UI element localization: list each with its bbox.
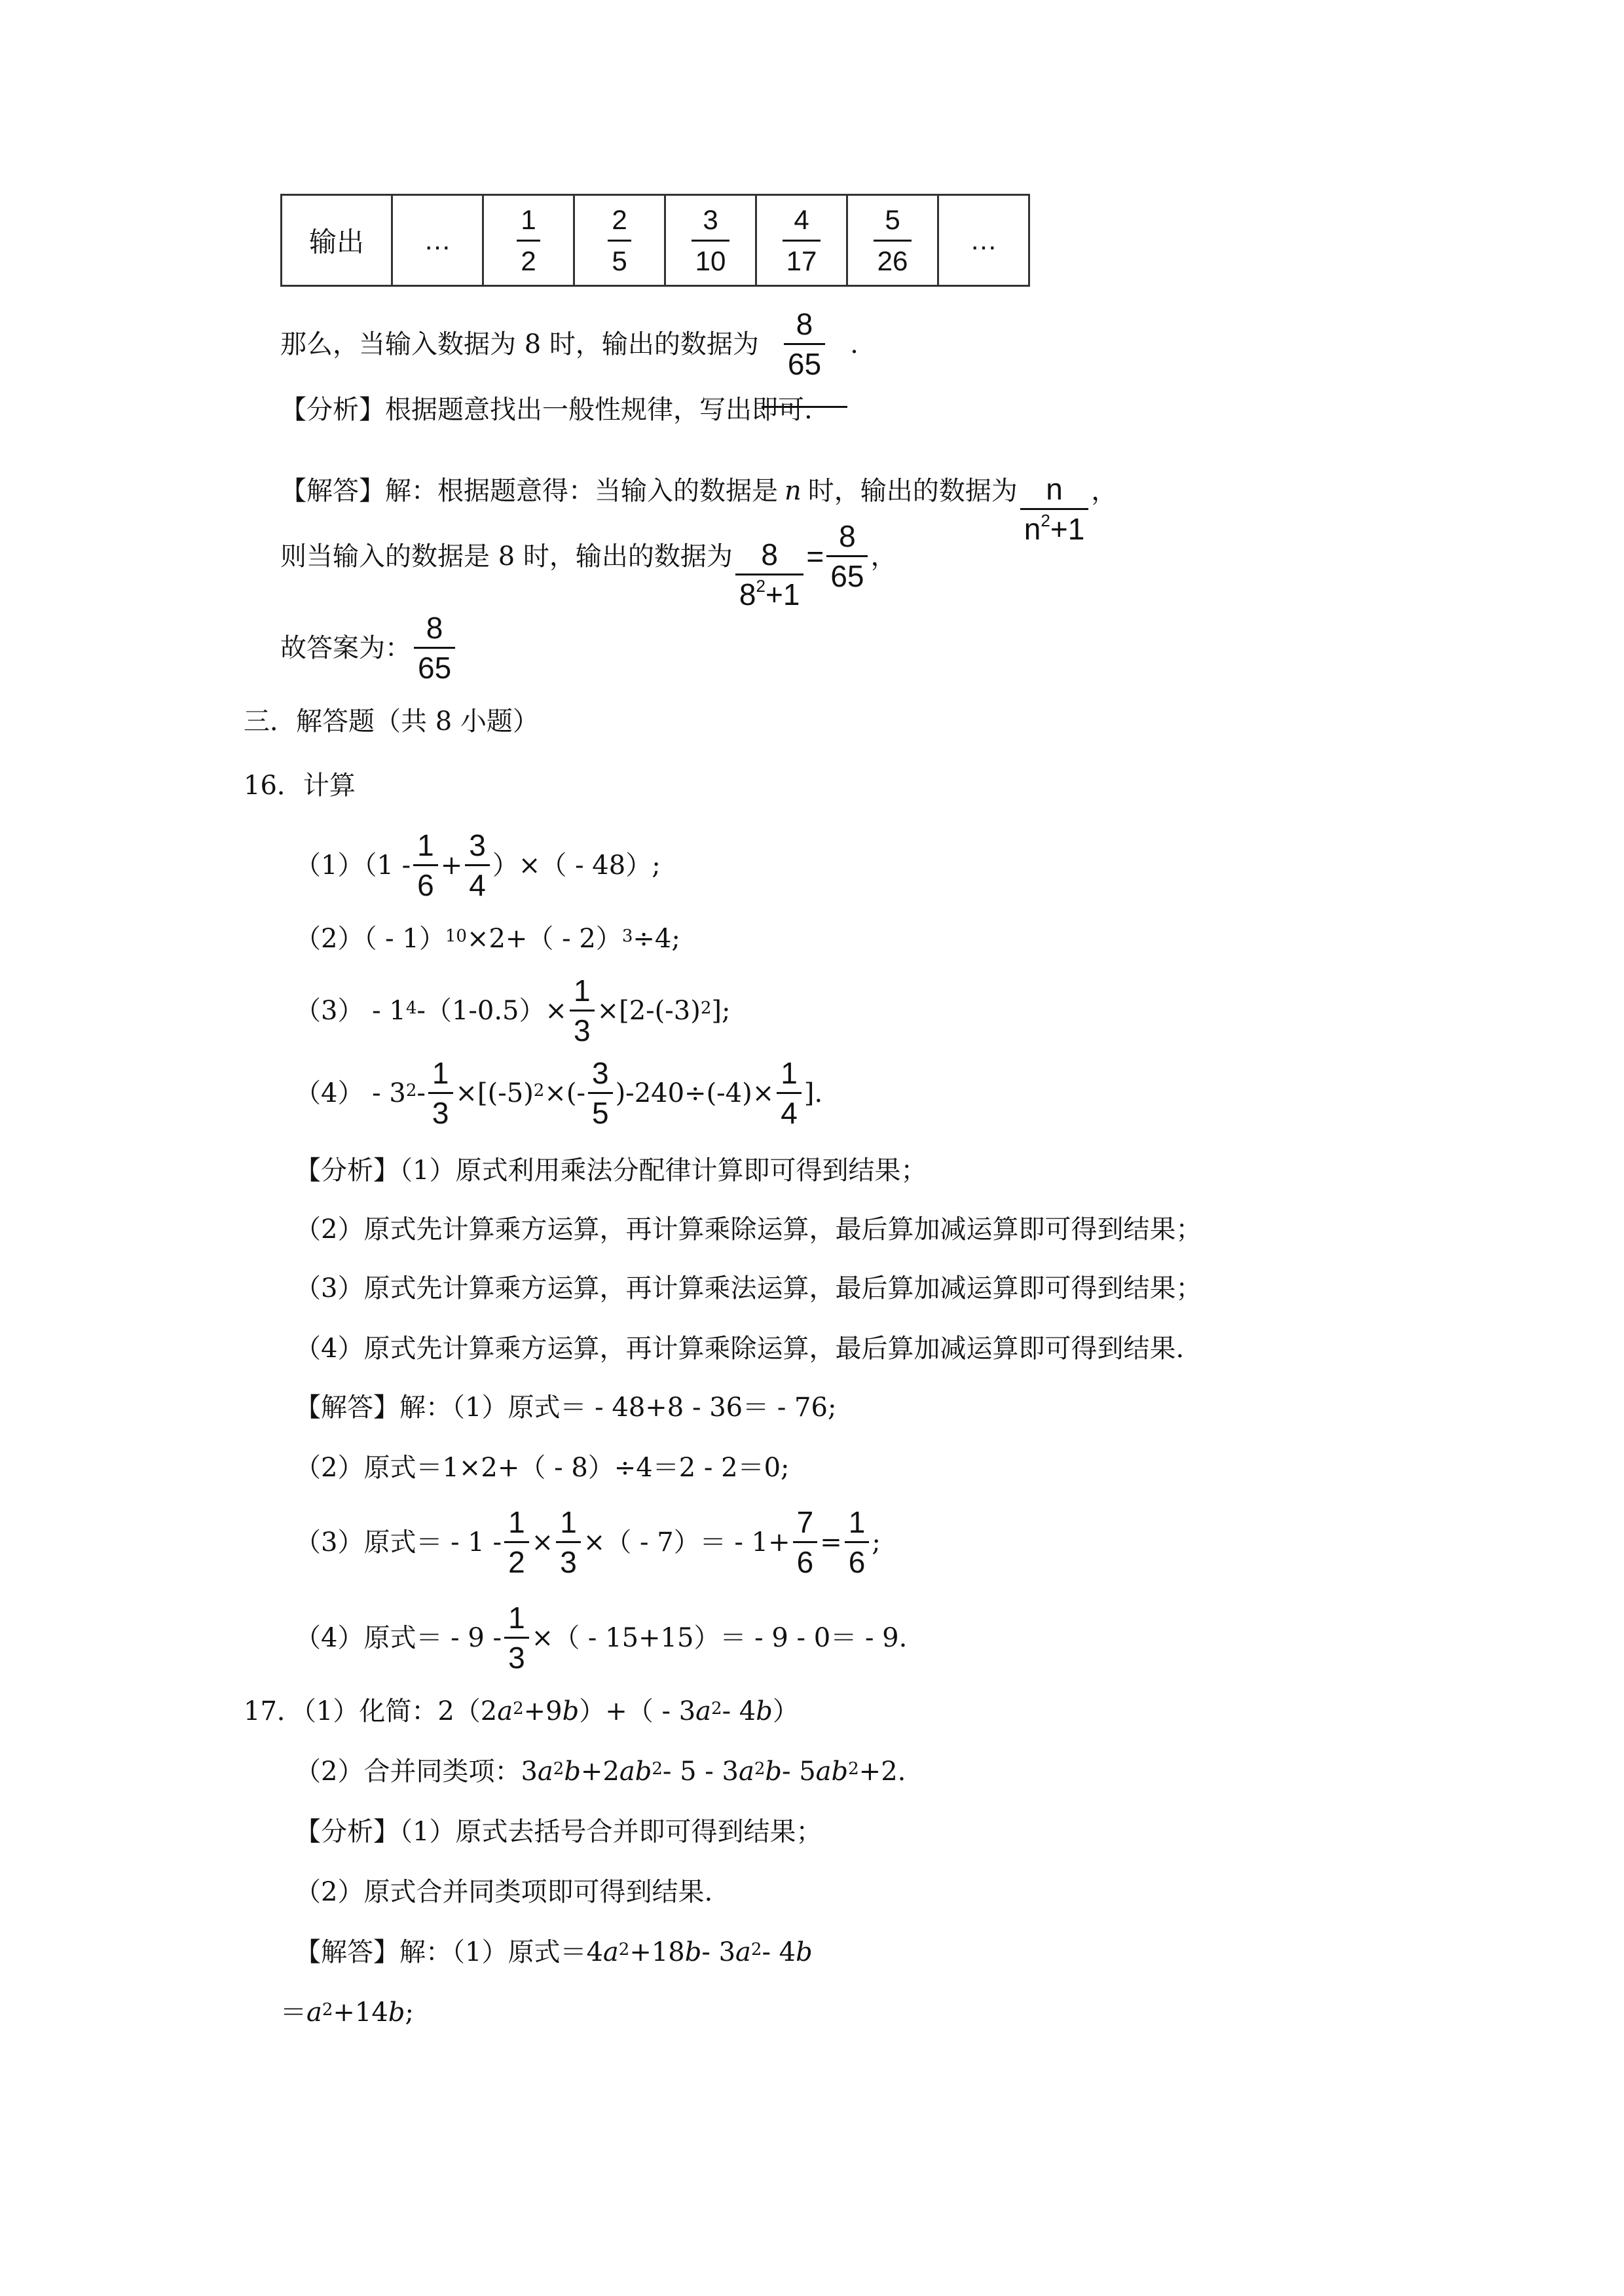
fraction: $\frac{3}{5}$ bbox=[588, 1058, 613, 1128]
p16-solution-3: （3）原式＝ - 1 - $\frac{1}{2}$ × $\frac{1}{3}$ ×（ - 7）＝ - 1+ $\frac{7}{6}$ = $\frac{1}{6}$ ; bbox=[295, 1505, 881, 1579]
fraction: $\frac{1}{3}$ bbox=[556, 1507, 581, 1577]
fraction: $\frac{n}{n^2+1}$ bbox=[1020, 474, 1089, 544]
p17-solution-2: ＝ a $^2$ +14 b ; bbox=[280, 1997, 414, 2028]
table-cell: … bbox=[938, 195, 1029, 286]
fraction: $\frac{5}{26}$ bbox=[874, 204, 912, 277]
p16-q3: （3） - 1 $^4$ -（1-0.5）× $\frac{1}{3}$ ×[2-(-3) $^2$ ]; bbox=[295, 974, 731, 1048]
fraction: $\frac{1}{3}$ bbox=[504, 1603, 529, 1673]
fraction: $\frac{2}{5}$ bbox=[608, 204, 631, 277]
p17-analysis-2: （2）原式合并同类项即可得到结果. bbox=[295, 1877, 713, 1907]
table-row bbox=[282, 195, 1029, 286]
p16-solution-4: （4）原式＝ - 9 - $\frac{1}{3}$ ×（ - 15+15）＝ - 9 - 0＝ - 9. bbox=[295, 1601, 908, 1675]
p16-analysis-4: （4）原式先计算乘方运算，再计算乘除运算，最后算加减运算即可得到结果. bbox=[295, 1334, 1185, 1364]
p17-q1: 17．（1）化简：2（2 a $^2$ +9 b ）+（ - 3 a $^2$ - 4 b ） bbox=[244, 1696, 799, 1726]
fraction: $\frac{7}{6}$ bbox=[793, 1507, 818, 1577]
p17-analysis-1: 【分析】（1）原式去括号合并即可得到结果； bbox=[295, 1817, 822, 1847]
fraction: $\frac{8}{65}$ bbox=[784, 309, 825, 379]
table-cell: … bbox=[392, 195, 483, 286]
p15-analysis: 【分析】根据题意找出一般性规律，写出即可. bbox=[280, 395, 813, 425]
fraction: $\frac{4}{17}$ bbox=[783, 204, 821, 277]
table-cell bbox=[483, 195, 574, 286]
p17-solution-1: 【解答】解：（1）原式＝4 a $^2$ +18 b - 3 a $^2$ - 4 b bbox=[295, 1937, 813, 1967]
p16-q2: （2）（ - 1） $^{10}$ ×2+（ - 2） $^3$ ÷4; bbox=[295, 924, 680, 954]
fraction: $\frac{1}{2}$ bbox=[504, 1507, 529, 1577]
fraction: $\frac{8}{65}$ bbox=[414, 613, 455, 683]
section-heading: 三．解答题（共 8 小题） bbox=[244, 706, 539, 737]
fraction: $\frac{3}{4}$ bbox=[465, 830, 490, 900]
fraction: $\frac{1}{3}$ bbox=[570, 975, 595, 1046]
p16-analysis-1: 【分析】（1）原式利用乘法分配律计算即可得到结果； bbox=[295, 1156, 927, 1186]
p16-q1: （1）（1 - $\frac{1}{6}$ + $\frac{3}{4}$ ）×（ - 48）; bbox=[295, 828, 661, 902]
p15-solution-3: 故答案为： $\frac{8}{65}$ bbox=[280, 613, 458, 683]
p16-analysis-2: （2）原式先计算乘方运算，再计算乘除运算，最后算加减运算即可得到结果； bbox=[295, 1214, 1202, 1245]
p16-title: 16．计算 bbox=[244, 771, 356, 801]
fraction: $\frac{1}{4}$ bbox=[777, 1058, 802, 1128]
p17-q2: （2）合并同类项：3 a $^2$ b +2 ab $^2$ - 5 - 3 a $^2$ b - 5 ab $^2$ +2. bbox=[295, 1757, 906, 1787]
fraction: $\frac{1}{6}$ bbox=[845, 1507, 870, 1577]
p16-solution-2: （2）原式＝1×2+（ - 8）÷4＝2 - 2＝0; bbox=[295, 1453, 790, 1483]
table-header-cell: 输出 bbox=[282, 195, 392, 286]
fraction: $\frac{1}{6}$ bbox=[413, 830, 438, 900]
fraction: $\frac{8}{8^2+1}$ bbox=[735, 539, 804, 610]
output-table bbox=[280, 194, 1030, 287]
p15-solution-1: 【解答】解：根据题意得：当输入的数据是 n 时，输出的数据为 $\frac{n}{n^2+1}$ ， bbox=[280, 472, 1118, 546]
p15-question: 那么，当输入数据为 8 时，输出的数据为 $\frac{8}{65}$ . bbox=[280, 309, 858, 379]
table-cell bbox=[847, 195, 938, 286]
table-cell bbox=[756, 195, 847, 286]
fraction: $\frac{1}{3}$ bbox=[428, 1058, 453, 1128]
table-cell bbox=[574, 195, 665, 286]
fraction: $\frac{3}{10}$ bbox=[692, 204, 730, 277]
p16-q4: （4） - 3 $^2$ - $\frac{1}{3}$ ×[(-5) $^2$ ×(- $\frac{3}{5}$ )-240÷(-4)× $\frac{1}{4}$ ]. bbox=[295, 1056, 823, 1130]
p15-solution-2: 则当输入的数据是 8 时，输出的数据为 $\frac{8}{8^2+1}$ = $\frac{8}{65}$ ， bbox=[280, 519, 897, 611]
fraction: $\frac{1}{2}$ bbox=[517, 204, 540, 277]
table-cell bbox=[665, 195, 756, 286]
p16-analysis-3: （3）原式先计算乘方运算，再计算乘法运算，最后算加减运算即可得到结果； bbox=[295, 1273, 1202, 1303]
p16-solution-1: 【解答】解：（1）原式＝ - 48+8 - 36＝ - 76; bbox=[295, 1393, 837, 1423]
fraction: $\frac{8}{65}$ bbox=[826, 521, 868, 591]
answer-blank bbox=[762, 309, 847, 379]
